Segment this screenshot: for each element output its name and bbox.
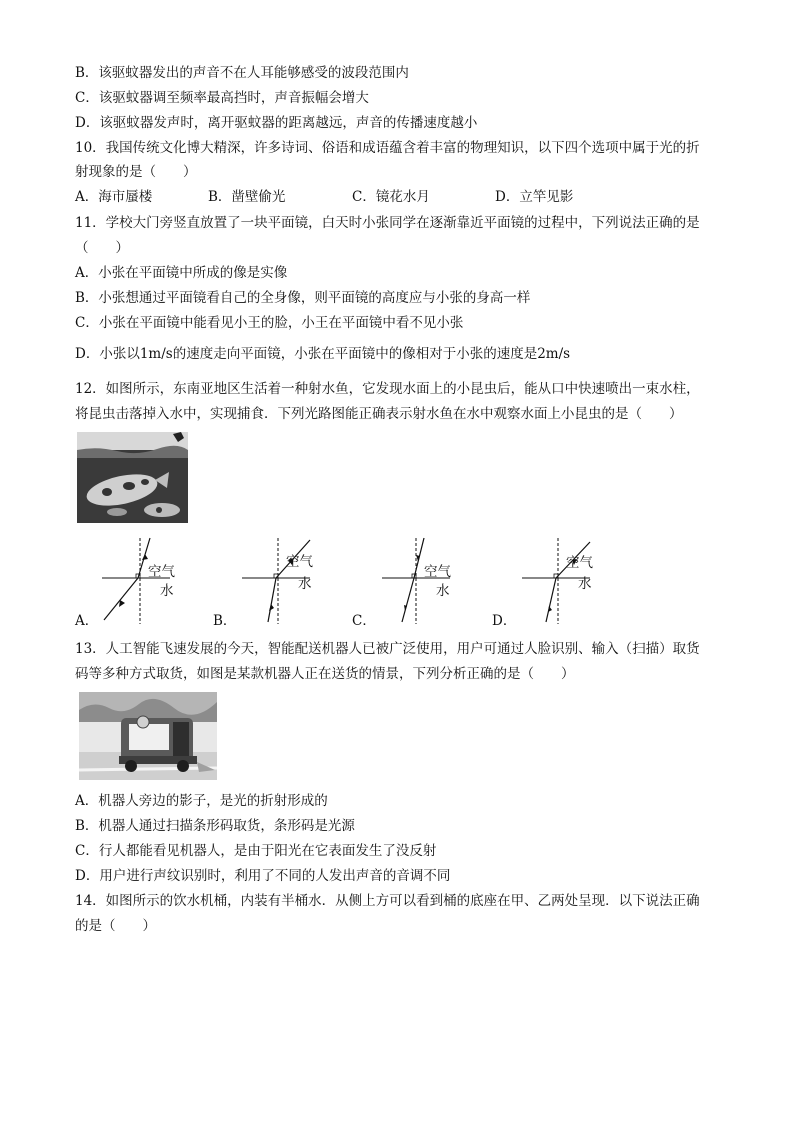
q12-stem-line2: 将昆虫击落掉入水中，实现捕食．下列光路图能正确表示射水鱼在水中观察水面上小昆虫的是（ ） xyxy=(75,406,683,422)
diagram-d-water-label: 水 xyxy=(578,576,592,592)
diagram-c-label: C． xyxy=(352,613,376,629)
diagram-c-air-label: 空气 xyxy=(424,564,451,580)
diagram-c-water-label: 水 xyxy=(436,583,450,599)
diagram-a-water-label: 水 xyxy=(160,583,174,599)
q10-option-b: B．凿壁偷光 xyxy=(208,189,286,205)
q9-option-c: C．该驱蚊器调至频率最高挡时，声音振幅会增大 xyxy=(75,90,369,106)
q9-option-b: B．该驱蚊器发出的声音不在人耳能够感受的波段范围内 xyxy=(75,65,409,81)
q10-stem-line1: 10．我国传统文化博大精深，许多诗词、俗语和成语蕴含着丰富的物理知识，以下四个选项中属于光的折 xyxy=(75,140,700,156)
q11-stem-line1: 11．学校大门旁竖直放置了一块平面镜，白天时小张同学在逐渐靠近平面镜的过程中，下列说法正确的是 xyxy=(75,215,700,231)
diagram-a-air-label: 空气 xyxy=(148,564,175,580)
q10-option-a: A．海市蜃楼 xyxy=(75,189,153,205)
diagram-d-label: D． xyxy=(492,613,517,629)
diagram-b-label: B． xyxy=(213,613,237,629)
q10-stem-line2: 射现象的是（ ） xyxy=(75,164,197,180)
q13-option-d: D．用户进行声纹识别时，利用了不同的人发出声音的音调不同 xyxy=(75,868,451,884)
q11-option-d: D．小张以1m/s的速度走向平面镜，小张在平面镜中的像相对于小张的速度是2m/s xyxy=(75,346,571,362)
q13-option-a: A．机器人旁边的影子，是光的折射形成的 xyxy=(75,793,328,809)
q11-option-b: B．小张想通过平面镜看自己的全身像，则平面镜的高度应与小张的身高一样 xyxy=(75,290,531,306)
q10-option-d: D．立竿见影 xyxy=(495,189,574,205)
q12-stem-line1: 12．如图所示，东南亚地区生活着一种射水鱼，它发现水面上的小昆虫后，能从口中快速喷出一束水柱， xyxy=(75,381,700,397)
q13-stem-line1: 13．人工智能飞速发展的今天，智能配送机器人已被广泛使用，用户可通过人脸识别、输入（扫描）取货 xyxy=(75,641,700,657)
diagram-d-air-label: 空气 xyxy=(566,555,593,571)
q11-stem-line2: （ ） xyxy=(75,240,129,256)
diagram-a-label: A． xyxy=(75,613,99,629)
diagram-b-water-label: 水 xyxy=(298,576,312,592)
q11-option-a: A．小张在平面镜中所成的像是实像 xyxy=(75,265,288,281)
q13-option-c: C．行人都能看见机器人，是由于阳光在它表面发生了没反射 xyxy=(75,843,437,859)
diagram-b-air-label: 空气 xyxy=(286,554,313,570)
q14-stem-line1: 14．如图所示的饮水机桶，内装有半桶水．从侧上方可以看到桶的底座在甲、乙两处呈现．以下说法正确 xyxy=(75,893,700,909)
q11-option-c: C．小张在平面镜中能看见小王的脸，小王在平面镜中看不见小张 xyxy=(75,315,464,331)
q13-option-b: B．机器人通过扫描条形码取货，条形码是光源 xyxy=(75,818,355,834)
q14-stem-line2: 的是（ ） xyxy=(75,918,156,934)
delivery-robot-photo xyxy=(79,692,217,780)
archer-fish-photo xyxy=(77,432,188,523)
q9-option-d: D．该驱蚊器发声时，离开驱蚊器的距离越远，声音的传播速度越小 xyxy=(75,115,478,131)
q13-stem-line2: 码等多种方式取货，如图是某款机器人正在送货的情景，下列分析正确的是（ ） xyxy=(75,666,575,682)
q10-option-c: C．镜花水月 xyxy=(352,189,430,205)
